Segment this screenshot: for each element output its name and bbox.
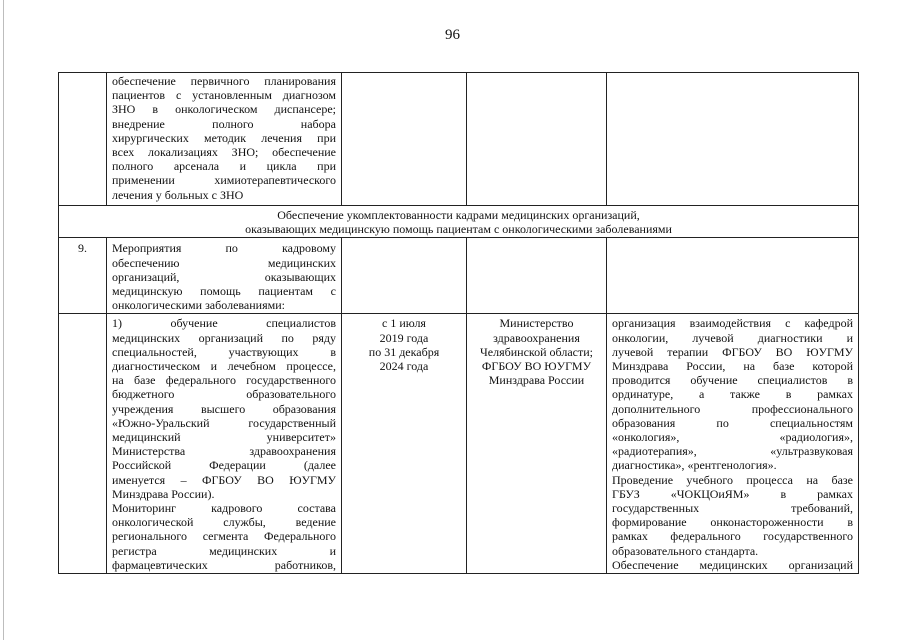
text-line: бюджетного образовательного — [112, 387, 336, 402]
text-line: организация взаимодействия с кафедрой — [612, 316, 853, 331]
text-line: рамках федерального государственного — [612, 529, 853, 544]
item-number: 9. — [59, 238, 107, 314]
cell-number — [59, 73, 107, 206]
text-line: Мониторинг кадрового состава — [112, 501, 336, 516]
section-header-line: оказывающих медицинскую помощь пациентам с онкологическими заболеваниями — [245, 222, 672, 237]
cell-result — [607, 238, 859, 314]
text-line: полного арсенала и цикла при — [112, 159, 336, 174]
table-row — [59, 238, 859, 314]
cell-measure — [107, 238, 342, 314]
responsible-line: Минздрава России — [488, 373, 585, 388]
cell-measure — [107, 73, 342, 206]
text-line: онкологическими заболеваниями: — [112, 298, 285, 313]
text-line: обеспечение первичного планирования — [112, 74, 336, 88]
responsible-line: Министерство — [499, 316, 574, 331]
cell-term — [342, 314, 467, 574]
text-line: медицинский университет» — [112, 430, 336, 445]
text-line: Проведение учебного процесса на базе — [612, 472, 853, 487]
text-line: онкологии, лучевой диагностики и — [612, 330, 853, 345]
cell-result — [607, 73, 859, 206]
table-row — [59, 314, 859, 574]
text-line: ординатуре, а также в рамках — [612, 387, 853, 402]
responsible-line: здравоохранения — [493, 330, 580, 345]
text-line: применении химиотерапевтического — [112, 173, 336, 188]
text-line: медицинских организаций по ряду — [112, 330, 336, 345]
text-line: регистра медицинских и — [112, 543, 336, 558]
text-line: специальностей, участвующих в — [112, 344, 336, 359]
cell-term — [342, 238, 467, 314]
text-line: Минздрава России, на базе которой — [612, 359, 853, 374]
text-line: регионального сегмента Федерального — [112, 529, 336, 544]
text-line: «Южно-Уральский государственный — [112, 415, 336, 430]
text-line: Обеспечение медицинских организаций — [612, 557, 853, 572]
text-line: государственных требований, — [612, 501, 853, 516]
section-header-line: Обеспечение укомплектованности кадрами медицинских организаций, — [277, 208, 640, 222]
term-line: 2024 года — [379, 359, 429, 374]
text-line: Минздрава России). — [112, 486, 215, 501]
text-line: лечения у больных с ЗНО — [112, 187, 244, 202]
text-line: образования по специальностям — [612, 415, 853, 430]
text-line: проводится обучение специалистов в — [612, 373, 853, 388]
text-line: онкологической службы, ведение — [112, 515, 336, 530]
measures-table — [58, 72, 859, 574]
table-row — [59, 73, 859, 206]
section-header-row — [59, 206, 859, 238]
cell-responsible — [467, 314, 607, 574]
text-line: всех локализациях ЗНО; обеспечение — [112, 145, 336, 160]
text-line: ГБУЗ «ЧОКЦОиЯМ» в рамках — [612, 486, 853, 501]
page-number: 96 — [445, 27, 460, 43]
text-line: медицинскую помощь пациентам с — [112, 284, 336, 299]
text-line: хирургических методик лечения при — [112, 130, 336, 145]
text-line: фармацевтических работников, — [112, 557, 336, 572]
cell-term — [342, 73, 467, 206]
text-line: организаций, оказывающих — [112, 269, 336, 284]
text-line: учреждения высшего образования — [112, 401, 336, 416]
term-line: по 31 декабря — [368, 344, 440, 359]
text-line: на базе федерального государственного — [112, 373, 336, 388]
cell-responsible — [467, 73, 607, 206]
page-left-edge — [3, 0, 4, 640]
text-line: формирование онконастороженности в — [612, 515, 853, 530]
text-line: диагностика», «рентгенология». — [612, 458, 777, 473]
text-line: именуется – ФГБОУ ВО ЮУГМУ — [112, 472, 336, 487]
text-line: диагностическом и лечебном процессе, — [112, 359, 336, 374]
responsible-line: Челябинской области; — [480, 344, 593, 359]
section-header — [59, 206, 859, 238]
cell-responsible — [467, 238, 607, 314]
text-line: Министерства здравоохранения — [112, 444, 336, 459]
text-line: «онкология», «радиология», — [612, 430, 853, 445]
term-line: с 1 июля — [382, 316, 426, 331]
term-line: 2019 года — [379, 330, 429, 345]
cell-measure — [107, 314, 342, 574]
text-line: Российской Федерации (далее — [112, 458, 336, 473]
cell-result — [607, 314, 859, 574]
text-line: пациентов с установленным диагнозом — [112, 88, 336, 103]
text-line: образовательного стандарта. — [612, 543, 759, 558]
text-line: 1) обучение специалистов — [112, 316, 336, 331]
cell-number — [59, 314, 107, 574]
text-line: Мероприятия по кадровому — [112, 241, 336, 256]
text-line: ЗНО в онкологическом диспансере; — [112, 102, 336, 117]
text-line: дополнительного профессионального — [612, 401, 853, 416]
responsible-line: ФГБОУ ВО ЮУГМУ — [481, 359, 592, 374]
text-line: обеспечению медицинских — [112, 255, 336, 270]
text-line: лучевой терапии ФГБОУ ВО ЮУГМУ — [612, 344, 853, 359]
text-line: «радиотерапия», «ультразвуковая — [612, 444, 853, 459]
text-line: внедрение полного набора — [112, 116, 336, 131]
